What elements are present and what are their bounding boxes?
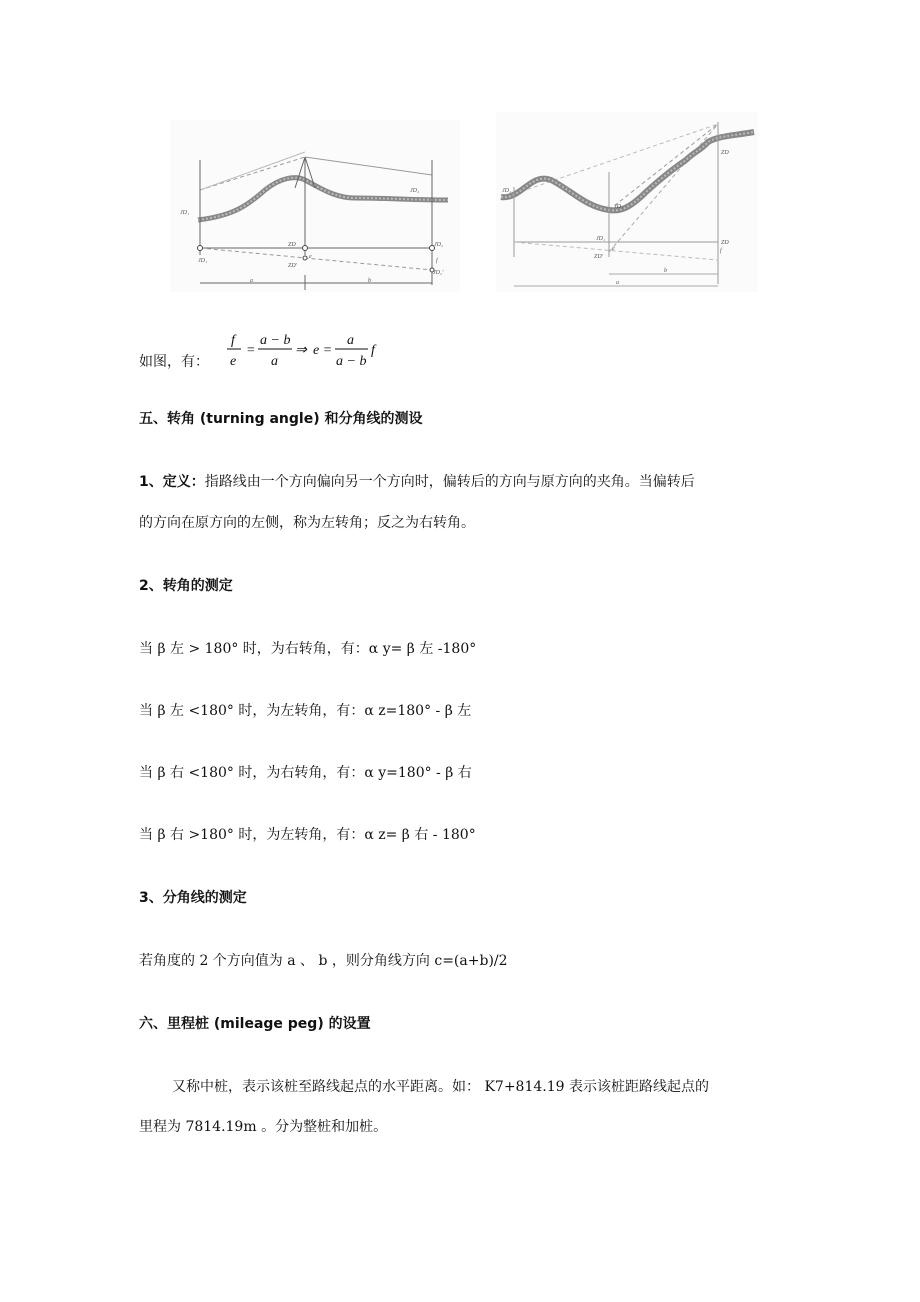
label-jd1-bottom: JD₁ (198, 258, 208, 264)
rule-4: 当 β 右 >180° 时，为左转角，有：α z= β 右 - 180° (139, 827, 476, 843)
bisector-text: 若角度的 2 个方向值为 a 、 b ，则分角线方向 c=(a+b)/2 (139, 953, 508, 969)
label-jd2-mid: JD₂ (434, 242, 444, 248)
formula (213, 328, 403, 372)
label-jd2: JD₂ (614, 204, 624, 210)
label-a: a (616, 280, 619, 286)
section6-line1: 又称中桩，表示该桩至路线起点的水平距离。如： K7+814.19 表示该桩距路线起点的 (172, 1079, 709, 1095)
definition-line2: 的方向在原方向的左侧，称为左转角；反之为右转角。 (139, 515, 475, 531)
label-jd2-prime: JD₂' (433, 270, 444, 276)
label-jd2: JD₂ (410, 188, 420, 194)
section6-heading: 六、里程桩 (mileage peg) 的设置 (139, 1016, 371, 1032)
label-e: e (612, 246, 615, 252)
intro-text: 如图，有： (139, 354, 209, 370)
label-jd1: JD₁ (180, 210, 190, 216)
formula-e-eq: e = (313, 343, 333, 358)
formula-a: a (271, 354, 278, 369)
label-zd-right: ZD (721, 240, 729, 246)
diagram-left (170, 120, 460, 292)
rule-2: 当 β 左 <180° 时，为左转角，有：α z=180° - β 左 (139, 703, 472, 719)
label-zd: ZD (721, 150, 729, 156)
section5-heading: 五、转角 (turning angle) 和分角线的测设 (139, 411, 423, 427)
label-f: f (436, 258, 438, 264)
formula-arrow: ⇒ (295, 343, 307, 358)
definition-text1: 指路线由一个方向偏向另一个方向时，偏转后的方向与原方向的夹角。当偏转后 (204, 474, 695, 490)
section6-line2: 里程为 7814.19m 。分为整桩和加桩。 (139, 1119, 388, 1135)
formula-a-minus-b2: a − b (336, 354, 367, 369)
formula-a-minus-b: a − b (260, 333, 291, 348)
bisector-heading: 3、分角线的测定 (139, 890, 247, 906)
diagram-right (496, 112, 758, 292)
label-a: a (250, 278, 253, 284)
definition-line1 (139, 471, 695, 491)
label-zd-prime: ZD' (594, 254, 603, 260)
label-zd: ZD (288, 242, 296, 248)
measure-heading: 2、转角的测定 (139, 578, 233, 594)
formula-f2: f (371, 343, 375, 358)
rule-1: 当 β 左 > 180° 时，为右转角，有：α y= β 左 -180° (139, 641, 477, 657)
definition-label: 1、定义： (139, 474, 205, 490)
label-jd1: JD₁ (502, 188, 512, 194)
label-jd1-mid: JD₁ (596, 236, 606, 242)
label-b: b (664, 268, 667, 274)
label-f: f (720, 248, 722, 254)
label-b: b (368, 278, 371, 284)
formula-e: e (230, 354, 237, 369)
label-e: e (309, 254, 312, 260)
formula-f: f (231, 333, 235, 348)
rule-3: 当 β 右 <180° 时，为右转角，有：α y=180° - β 右 (139, 765, 472, 781)
formula-a2: a (347, 333, 354, 348)
label-zd-prime: ZD' (288, 263, 297, 269)
formula-eq1: = (246, 343, 256, 358)
